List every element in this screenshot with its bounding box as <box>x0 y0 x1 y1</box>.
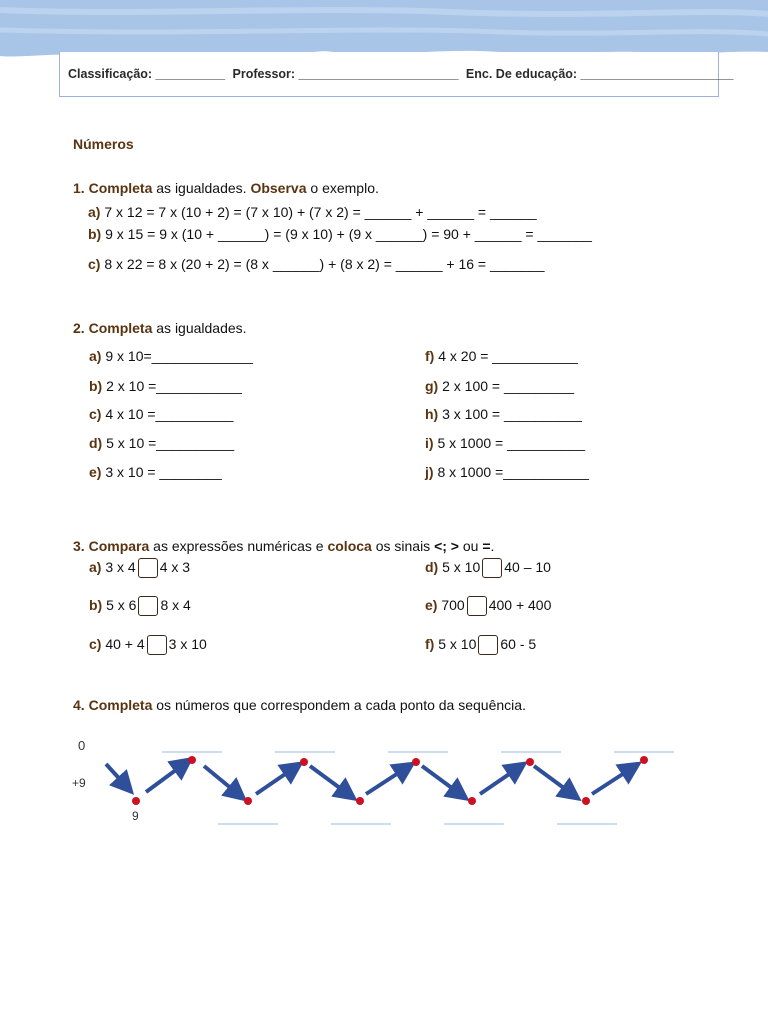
q2-item-j[interactable]: j) 8 x 1000 =___________ <box>425 464 589 480</box>
comparison-box[interactable] <box>482 558 502 578</box>
q2-item-h[interactable]: h) 3 x 100 = __________ <box>425 406 582 422</box>
section-title: Números <box>73 136 134 152</box>
q2-prompt: 2. Completa as igualdades. <box>73 320 247 336</box>
enc-educacao-field[interactable]: Enc. De educação: ______________________ <box>465 67 734 81</box>
q3-item-c: c) 40 + 4 3 x 10 <box>89 635 207 655</box>
q2-item-d[interactable]: d) 5 x 10 =__________ <box>89 435 235 451</box>
q2-item-a[interactable]: a) 9 x 10=_____________ <box>89 348 253 364</box>
q3-item-a: a) 3 x 4 4 x 3 <box>89 558 190 578</box>
q3-prompt: 3. Compara as expressões numéricas e coloca os sinais <; > ou =. <box>73 538 495 554</box>
q1-item-b[interactable]: b) 9 x 15 = 9 x (10 + ______) = (9 x 10) + (9 x ______) = 90 + ______ = _______ <box>88 226 592 242</box>
q1-item-c[interactable]: c) 8 x 22 = 8 x (20 + 2) = (8 x ______) + (8 x 2) = ______ + 16 = _______ <box>88 256 545 272</box>
sequence-first-value: 9 <box>132 809 139 823</box>
q4-prompt: 4. Completa os números que correspondem a cada ponto da sequência. <box>73 697 526 713</box>
header-fields <box>68 67 738 81</box>
q3-item-d: d) 5 x 10 40 – 10 <box>425 558 551 578</box>
q2-item-i[interactable]: i) 5 x 1000 = __________ <box>425 435 585 451</box>
q3-item-f: f) 5 x 10 60 - 5 <box>425 635 536 655</box>
q2-item-e[interactable]: e) 3 x 10 = ________ <box>89 464 222 480</box>
sequence-start-label: 0 <box>78 738 86 753</box>
q1-item-a[interactable]: a) 7 x 12 = 7 x (10 + 2) = (7 x 10) + (7 x 2) = ______ + ______ = ______ <box>88 204 537 220</box>
sequence-diagram <box>60 732 700 832</box>
q3-item-b: b) 5 x 6 8 x 4 <box>89 596 191 616</box>
q2-item-g[interactable]: g) 2 x 100 = _________ <box>425 378 575 394</box>
comparison-box[interactable] <box>138 558 158 578</box>
comparison-box[interactable] <box>478 635 498 655</box>
q3-item-e: e) 700 400 + 400 <box>425 596 551 616</box>
comparison-box[interactable] <box>467 596 487 616</box>
sequence-step-label: +9 <box>72 776 86 790</box>
professor-field[interactable]: Professor: _______________________ <box>232 67 459 81</box>
q2-item-c[interactable]: c) 4 x 10 =__________ <box>89 406 234 422</box>
classificacao-field[interactable]: Classificação: __________ <box>68 67 226 81</box>
q2-item-f[interactable]: f) 4 x 20 = ___________ <box>425 348 578 364</box>
q2-item-b[interactable]: b) 2 x 10 =___________ <box>89 378 242 394</box>
comparison-box[interactable] <box>138 596 158 616</box>
q1-prompt: 1. Completa as igualdades. Observa o exemplo. <box>73 180 379 196</box>
comparison-box[interactable] <box>147 635 167 655</box>
